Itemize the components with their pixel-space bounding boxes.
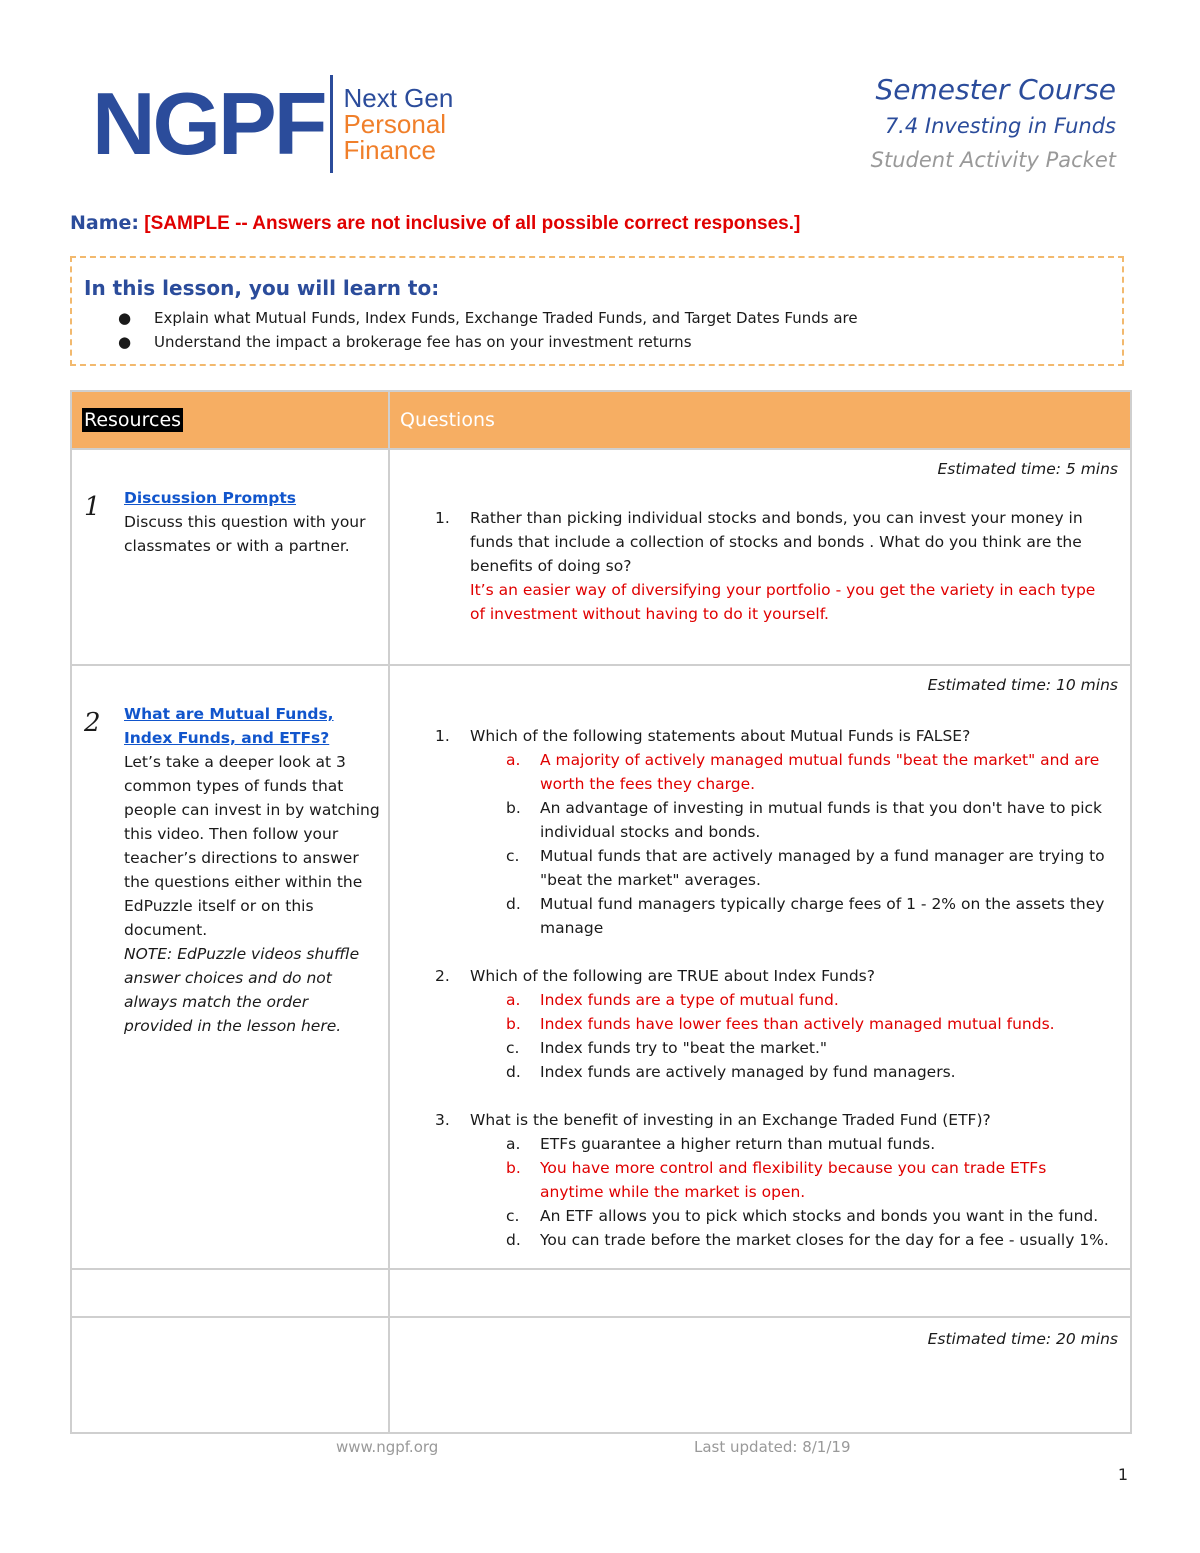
ngpf-logo [92, 74, 453, 174]
questions-header: Questions [400, 409, 495, 431]
name-value: [SAMPLE -- Answers are not inclusive of all possible correct responses.] [144, 213, 801, 234]
table-row [72, 1268, 1130, 1316]
answer-option: c. Index funds try to "beat the market." [506, 1039, 828, 1057]
estimated-time: Estimated time: 5 mins [937, 460, 1118, 478]
resource-description: Let’s take a deeper look at 3 common types of funds that people can invest in by watching this video. Then follow your teacher’s directions to answer the questions either within the EdPuzzle itself or on this document. [124, 753, 380, 939]
logo-divider [330, 75, 333, 173]
discussion-prompts-link[interactable]: Discussion Prompts [124, 489, 297, 507]
objectives-list [84, 306, 1110, 354]
estimated-time: Estimated time: 20 mins [927, 1330, 1118, 1348]
table-row [72, 664, 1130, 1268]
answer-option: a. A majority of actively managed mutual funds "beat the market" and are worth the fees they charge. [506, 751, 1100, 793]
answer-option: a. Index funds are a type of mutual fund. [506, 991, 839, 1009]
logo-line-3: Finance [343, 135, 436, 165]
resources-header: Resources [84, 409, 182, 431]
answer-option: c. Mutual funds that are actively managed by a fund manager are trying to "beat the market" averages. [506, 847, 1105, 889]
answer-option: b. An advantage of investing in mutual funds is that you don't have to pick individual stocks and bonds. [506, 799, 1102, 841]
section-number: 2 [84, 708, 101, 738]
answer-option: d. Index funds are actively managed by fund managers. [506, 1063, 956, 1081]
name-line [70, 212, 800, 235]
objective-item: ● Explain what Mutual Funds, Index Funds, Exchange Traded Funds, and Target Dates Funds are [118, 306, 1110, 330]
question-item: 1. Rather than picking individual stocks and bonds, you can invest your money in funds that include a collection of stocks and bonds . What do you think are the benefits of doing so? It’s an easier way of diversifying your portfolio - you get the variety in each type of investment without having to do it yourself. [435, 509, 1096, 623]
document-header [871, 72, 1116, 176]
sample-answer: It’s an easier way of diversifying your portfolio - you get the variety in each type of investment without having to do it yourself. [470, 581, 1096, 623]
answer-option: d. Mutual fund managers typically charge fees of 1 - 2% on the assets they manage [506, 895, 1105, 937]
questions-cell [390, 666, 1130, 1268]
answer-option: d. You can trade before the market closes for the day for a fee - usually 1%. [506, 1231, 1109, 1249]
table-row [72, 1316, 1130, 1432]
answer-option: b. Index funds have lower fees than actively managed mutual funds. [506, 1015, 1055, 1033]
logo-mark: NGPF [92, 74, 325, 173]
objectives-box [70, 256, 1124, 366]
resource-description: Discuss this question with your classmates or with a partner. [124, 513, 366, 555]
answer-option: a. ETFs guarantee a higher return than mutual funds. [506, 1135, 936, 1153]
questions-cell [390, 1318, 1130, 1432]
lesson-title: 7.4 Investing in Funds [884, 114, 1116, 138]
resource-cell [72, 1270, 390, 1316]
question-item: 3. What is the benefit of investing in an Exchange Traded Fund (ETF)? [435, 1111, 991, 1129]
answer-option: c. An ETF allows you to pick which stocks and bonds you want in the fund. [506, 1207, 1099, 1225]
question-item: 2. Which of the following are TRUE about Index Funds? [435, 967, 875, 985]
question-item: 1. Which of the following statements about Mutual Funds is FALSE? [435, 727, 971, 745]
estimated-time: Estimated time: 10 mins [927, 676, 1118, 694]
resource-cell [72, 450, 390, 664]
logo-line-1: Next Gen [343, 83, 454, 113]
resource-cell [72, 1318, 390, 1432]
lesson-table [70, 390, 1132, 1434]
video-link[interactable]: What are Mutual Funds, Index Funds, and ETFs? [124, 705, 334, 747]
logo-wordmark [343, 85, 453, 163]
table-row [72, 448, 1130, 664]
questions-cell [390, 450, 1130, 664]
name-label: Name: [70, 212, 140, 234]
footer-last-updated: Last updated: 8/1/19 [694, 1438, 851, 1456]
bullet-icon: ● [118, 333, 132, 351]
page-number: 1 [1117, 1465, 1128, 1484]
logo-line-2: Personal [343, 109, 447, 139]
section-number: 1 [84, 492, 101, 522]
course-title: Semester Course [875, 73, 1116, 106]
answer-option: b. You have more control and flexibility because you can trade ETFs anytime while the market is open. [506, 1159, 1047, 1201]
objectives-title: In this lesson, you will learn to: [84, 276, 440, 300]
packet-title: Student Activity Packet [870, 148, 1116, 172]
questions-cell [390, 1270, 1130, 1316]
objective-item: ● Understand the impact a brokerage fee has on your investment returns [118, 330, 1110, 354]
resource-cell [72, 666, 390, 1268]
bullet-icon: ● [118, 309, 132, 327]
table-header-row [72, 392, 1130, 448]
resource-note: NOTE: EdPuzzle videos shuffle answer choices and do not always match the order provided in the lesson here. [124, 945, 360, 1035]
footer-url[interactable]: www.ngpf.org [336, 1438, 439, 1456]
